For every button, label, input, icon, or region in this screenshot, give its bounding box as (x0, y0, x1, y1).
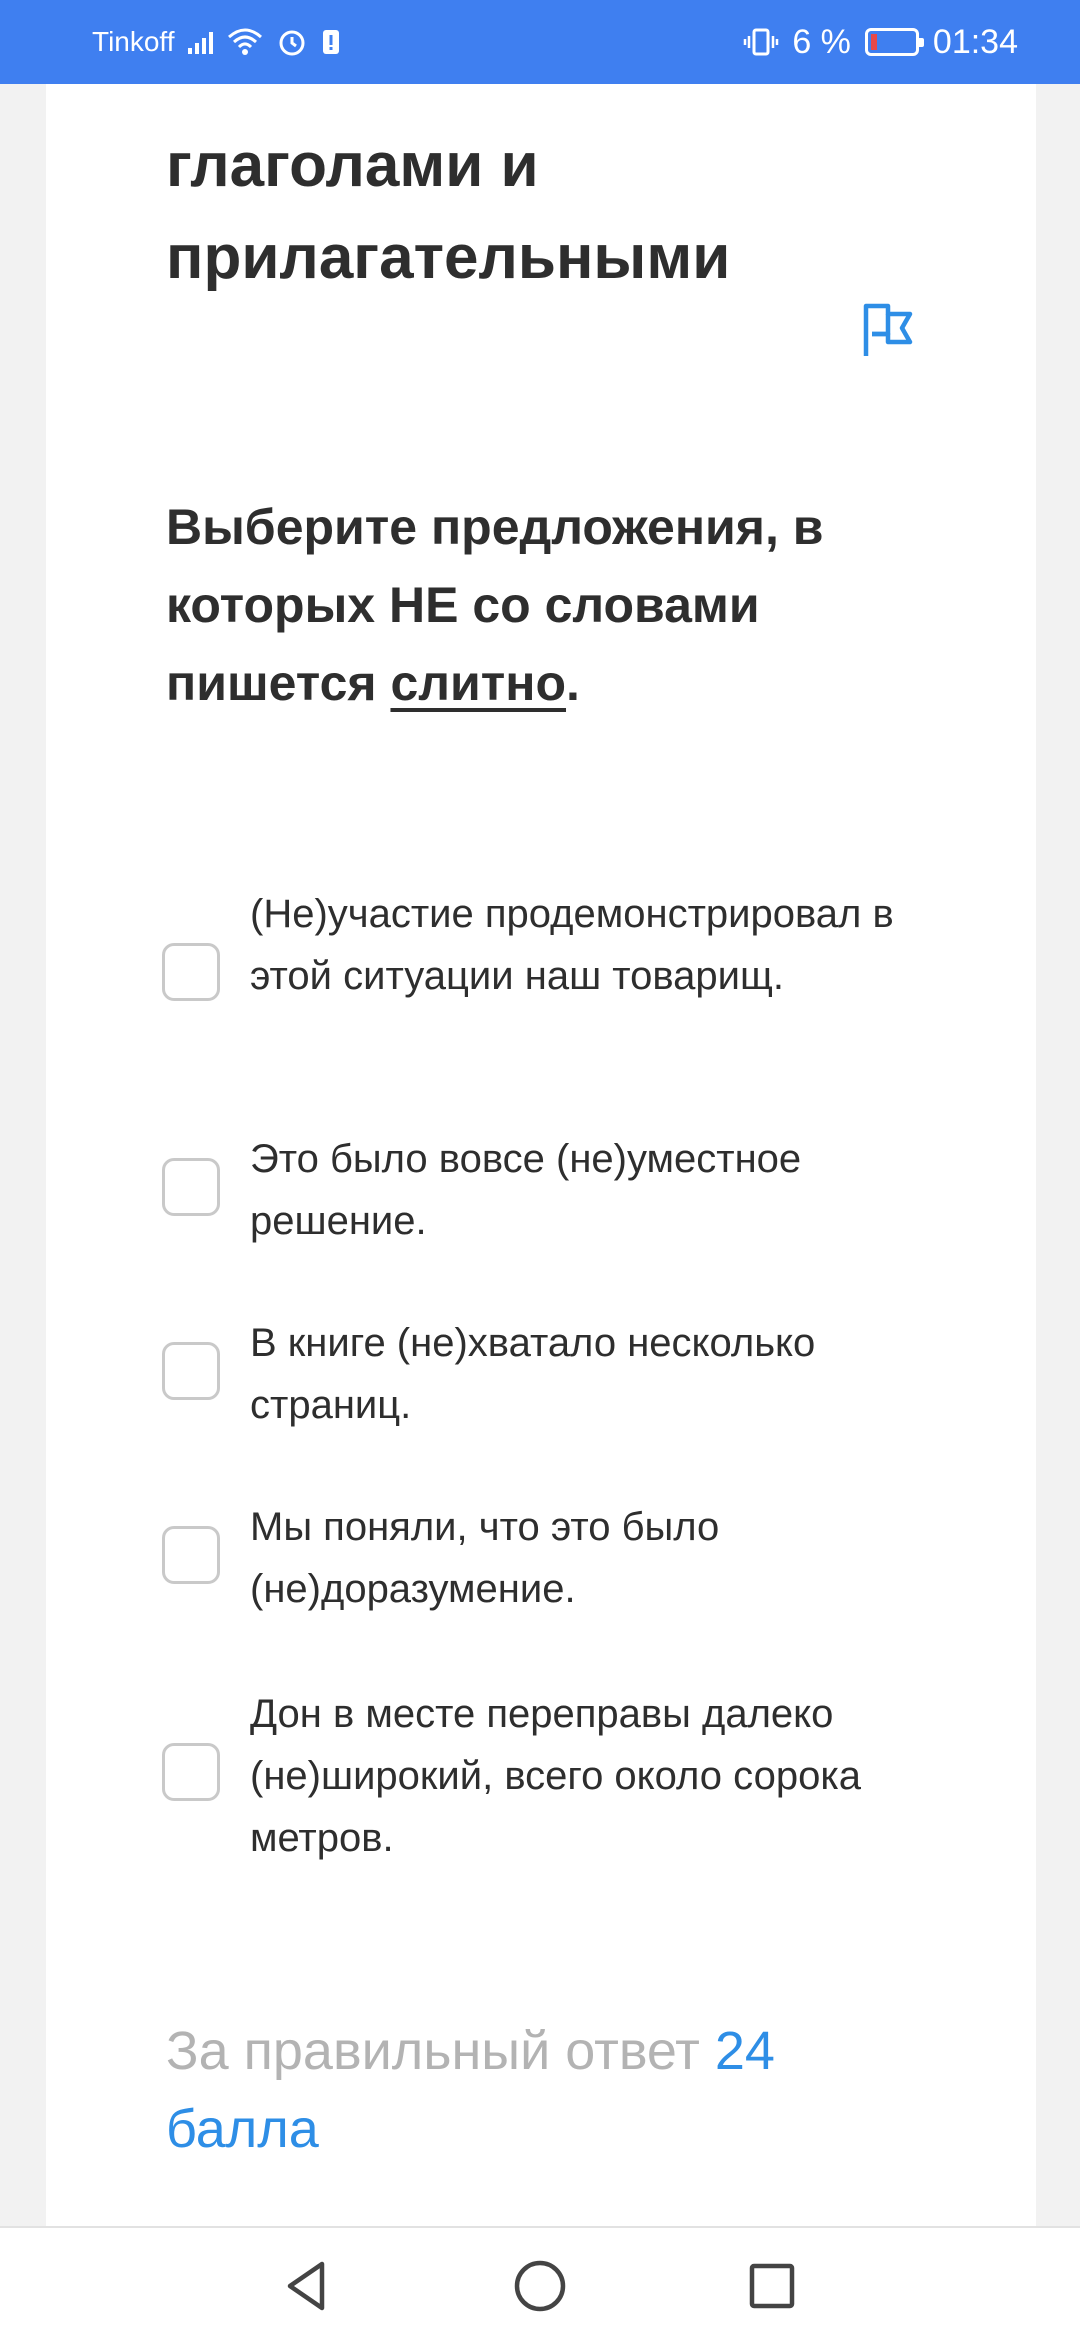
status-bar (0, 0, 1080, 84)
carrier-name: Tinkoff (92, 26, 175, 57)
signal-icon (188, 30, 213, 54)
question-text-before: Выберите предложения, в которых НЕ со словами пишется (166, 499, 824, 711)
battery-percent: 6 % (792, 22, 851, 61)
question-underlined-word: слитно (390, 655, 567, 711)
wifi-icon (227, 27, 263, 57)
back-triangle-icon[interactable] (276, 2254, 340, 2318)
option-checkbox[interactable] (162, 1743, 220, 1801)
option-label: Мы поняли, что это было (не)доразумение. (250, 1505, 720, 1611)
navigation-bar (0, 2226, 1080, 2340)
recent-square-icon[interactable] (740, 2254, 804, 2318)
lesson-title-line: прилагательными (166, 223, 731, 292)
option-checkbox[interactable] (162, 1526, 220, 1584)
lesson-title (166, 120, 926, 304)
home-circle-icon[interactable] (508, 2254, 572, 2318)
option-label: Это было вовсе (не)уместное решение. (250, 1137, 802, 1243)
lesson-card (46, 0, 1036, 2226)
option-label: Дон в месте переправы далеко (не)широкий, всего около сорока метров. (250, 1692, 861, 1860)
option-checkbox[interactable] (162, 1158, 220, 1216)
flag-icon[interactable] (858, 300, 918, 360)
option-checkbox[interactable] (162, 1342, 220, 1400)
reward-suffix: балла (166, 2099, 319, 2159)
reward-text (166, 2012, 926, 2168)
option-label: В книге (не)хватало несколько страниц. (250, 1321, 816, 1427)
question-text (166, 488, 926, 722)
status-left (92, 26, 341, 58)
vibrate-icon (744, 27, 778, 57)
option-label: (Не)участие продемонстрировал в этой ситуации наш товарищ. (250, 892, 894, 998)
notification-alert-icon (321, 27, 341, 57)
battery-icon (865, 28, 919, 56)
reward-prefix: За правильный ответ (166, 2021, 715, 2081)
reward-points: 24 (714, 2021, 775, 2081)
question-text-after: . (566, 655, 580, 711)
status-right (744, 23, 1018, 62)
option-checkbox[interactable] (162, 943, 220, 1001)
alarm-icon (277, 27, 307, 57)
lesson-title-line: глаголами и (166, 131, 539, 200)
clock: 01:34 (932, 22, 1018, 61)
